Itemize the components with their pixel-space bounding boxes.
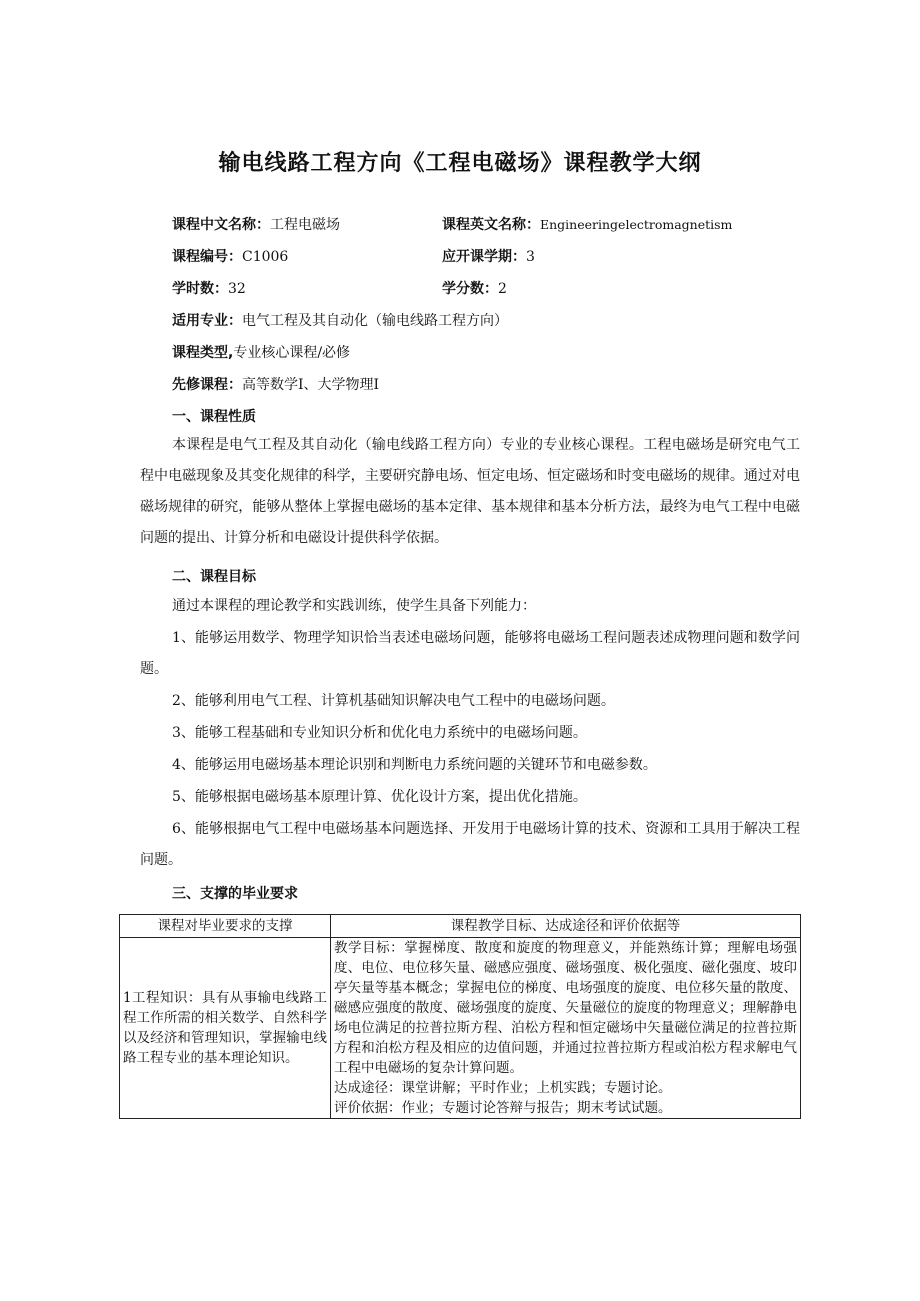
goal-item-4: 4、能够运用电磁场基本理论识别和判断电力系统问题的关键环节和电磁参数。 — [172, 757, 657, 773]
requirements-table — [119, 914, 801, 1119]
major-row — [172, 311, 508, 331]
type-label: 课程类型, — [172, 345, 234, 361]
prereq-label: 先修课程： — [172, 377, 242, 393]
section-2-heading: 二、课程目标 — [172, 569, 256, 585]
type-value: 专业核心课程/必修 — [233, 345, 351, 361]
section-1-body: 本课程是电气工程及其自动化（输电线路工程方向）专业的专业核心课程。工程电磁场是研究电气工程中电磁现象及其变化规律的科学，主要研究静电场、恒定电场、恒定磁场和时变电磁场的规律。通过对电磁场规律的研究，能够从整体上掌握电磁场的基本定律、基本规律和基本分析方法，最终为电气工程中电磁问题的提出、计算分析和电磁设计提供科学依据。 — [140, 437, 800, 546]
hours-row — [172, 279, 246, 299]
section-1-heading: 一、课程性质 — [172, 409, 256, 425]
requirement-cell: 1工程知识：具有从事输电线路工程工作所需的相关数学、自然科学以及经济和管理知识，掌握输电线路工程专业的基本理论知识。 — [120, 938, 331, 1119]
major-label: 适用专业： — [172, 313, 242, 329]
goal-item-2: 2、能够利用电气工程、计算机基础知识解决电气工程中的电磁场问题。 — [172, 693, 615, 709]
section-2-intro: 通过本课程的理论教学和实践训练，使学生具备下列能力： — [172, 598, 536, 614]
semester-label: 应开课学期： — [442, 249, 526, 265]
en-name-label: 课程英文名称： — [442, 217, 540, 233]
section-3-heading: 三、支撑的毕业要求 — [172, 886, 298, 902]
semester-value: 3 — [526, 249, 535, 265]
table-header-support: 课程对毕业要求的支撑 — [120, 915, 331, 938]
credits-label: 学分数： — [442, 281, 498, 297]
cn-name-label: 课程中文名称： — [172, 217, 270, 233]
hours-label: 学时数： — [172, 281, 228, 297]
hours-value: 32 — [228, 281, 246, 297]
evaluation-text: 评价依据：作业；专题讨论答辩与报告；期末考试试题。 — [334, 1100, 672, 1116]
semester-row — [442, 247, 535, 267]
goal-item-1: 1、能够运用数学、物理学知识恰当表述电磁场问题，能够将电磁场工程问题表述成物理问题和数学问题。 — [140, 630, 800, 677]
prereq-row — [172, 375, 379, 395]
approach-text: 达成途径：课堂讲解；平时作业；上机实践；专题讨论。 — [334, 1080, 672, 1096]
table-row — [120, 938, 801, 1119]
objective-text: 教学目标：掌握梯度、散度和旋度的物理意义，并能熟练计算；理解电场强度、电位、电位移矢量、磁感应强度、磁场强度、极化强度、磁化强度、坡印亭矢量等基本概念；掌握电位的梯度、电场强度的旋度、电位移矢量的散度、磁感应强度的散度、磁场强度的旋度、矢量磁位的旋度的物理意义；理解静电场电位满足的拉普拉斯方程、泊松方程和恒定磁场中矢量磁位满足的拉普拉斯方程和泊松方程及相应的边值问题，并通过拉普拉斯方程或泊松方程求解电气工程中电磁场的复杂计算问题。 — [334, 940, 797, 1076]
code-label: 课程编号： — [172, 249, 242, 265]
goal-item-3: 3、能够工程基础和专业知识分析和优化电力系统中的电磁场问题。 — [172, 725, 587, 741]
code-row — [172, 247, 288, 267]
type-row — [172, 343, 350, 363]
objective-cell — [331, 938, 801, 1119]
code-value: C1006 — [242, 249, 289, 265]
goal-item-6: 6、能够根据电气工程中电磁场基本问题选择、开发用于电磁场计算的技术、资源和工具用于解决工程问题。 — [140, 821, 800, 868]
prereq-value: 高等数学Ⅰ、大学物理Ⅰ — [242, 377, 380, 393]
goal-item-5: 5、能够根据电磁场基本原理计算、优化设计方案，提出优化措施。 — [172, 789, 587, 805]
table-header-objectives: 课程教学目标、达成途径和评价依据等 — [331, 915, 801, 938]
en-name-row — [442, 215, 732, 235]
credits-row — [442, 279, 507, 299]
en-name-value: Engineeringelectromagnetism — [540, 217, 733, 232]
cn-name-value: 工程电磁场 — [270, 217, 340, 233]
credits-value: 2 — [498, 281, 507, 297]
cn-name-row — [172, 215, 340, 235]
page-title: 输电线路工程方向《工程电磁场》课程教学大纲 — [218, 151, 702, 176]
table-header-row — [120, 915, 801, 938]
major-value: 电气工程及其自动化（输电线路工程方向） — [242, 313, 508, 329]
